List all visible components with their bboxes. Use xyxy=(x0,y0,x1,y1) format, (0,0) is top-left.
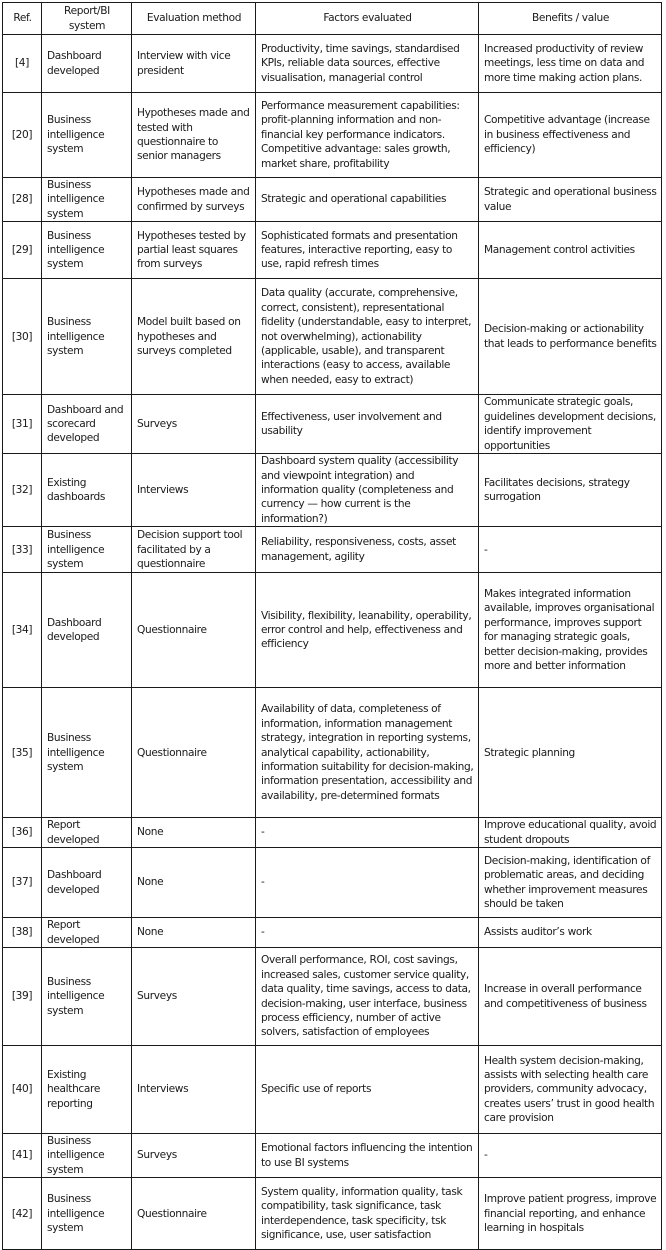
method-cell: Interviews xyxy=(132,1046,256,1134)
benefits-cell: Strategic and operational business value xyxy=(479,178,662,222)
table-row xyxy=(3,178,662,222)
system-cell: Existing healthcare reporting xyxy=(42,1046,132,1134)
method-cell: Surveys xyxy=(132,395,256,454)
table-row xyxy=(3,1134,662,1178)
ref-cell: [39] xyxy=(3,948,42,1046)
method-cell: Questionnaire xyxy=(132,573,256,688)
table-row xyxy=(3,848,662,918)
header-row xyxy=(3,3,662,35)
ref-cell: [42] xyxy=(3,1178,42,1250)
system-cell: Existing dashboards xyxy=(42,454,132,527)
factors-cell: Strategic and operational capabilities xyxy=(256,178,479,222)
factors-cell: - xyxy=(256,848,479,918)
table-row xyxy=(3,222,662,279)
table-row xyxy=(3,818,662,848)
method-cell: None xyxy=(132,918,256,948)
benefits-cell: Health system decision-making, assists with selecting health care providers, community advocacy, creates users’ trust in good health care provision xyxy=(479,1046,662,1134)
factors-cell: Effectiveness, user involvement and usability xyxy=(256,395,479,454)
system-cell: Report developed xyxy=(42,918,132,948)
benefits-cell: Competitive advantage (increase in business effectiveness and efficiency) xyxy=(479,93,662,178)
factors-cell: Emotional factors influencing the intention to use BI systems xyxy=(256,1134,479,1178)
benefits-cell: - xyxy=(479,527,662,573)
ref-cell: [33] xyxy=(3,527,42,573)
ref-cell: [41] xyxy=(3,1134,42,1178)
method-cell: Model built based on hypotheses and surveys completed xyxy=(132,279,256,395)
table-row xyxy=(3,279,662,395)
factors-cell: Data quality (accurate, comprehensive, correct, consistent), representational fidelity (understandable, easy to interpret, not overwhelming), actionability (applicable, usable), and transparent interactions (easy to access, available when needed, easy to extract) xyxy=(256,279,479,395)
table-row xyxy=(3,527,662,573)
system-cell: Business intelligence system xyxy=(42,688,132,818)
method-cell: Interview with vice president xyxy=(132,35,256,93)
header-method: Evaluation method xyxy=(132,3,256,35)
factors-cell: Productivity, time savings, standardised KPIs, reliable data sources, effective visualisation, managerial control xyxy=(256,35,479,93)
method-cell: Questionnaire xyxy=(132,688,256,818)
system-cell: Business intelligence system xyxy=(42,178,132,222)
header-system: Report/BI system xyxy=(42,3,132,35)
factors-cell: - xyxy=(256,818,479,848)
benefits-cell: Facilitates decisions, strategy surrogation xyxy=(479,454,662,527)
benefits-cell: Increase in overall performance and competitiveness of business xyxy=(479,948,662,1046)
method-cell: Decision support tool facilitated by a questionnaire xyxy=(132,527,256,573)
ref-cell: [4] xyxy=(3,35,42,93)
system-cell: Business intelligence system xyxy=(42,222,132,279)
method-cell: None xyxy=(132,818,256,848)
system-cell: Dashboard developed xyxy=(42,35,132,93)
header-benefits: Benefits / value xyxy=(479,3,662,35)
table-row xyxy=(3,454,662,527)
method-cell: Interviews xyxy=(132,454,256,527)
ref-cell: [32] xyxy=(3,454,42,527)
benefits-cell: Decision-making or actionability that leads to performance benefits xyxy=(479,279,662,395)
benefits-cell: Strategic planning xyxy=(479,688,662,818)
method-cell: Surveys xyxy=(132,948,256,1046)
table-row xyxy=(3,918,662,948)
method-cell: Questionnaire xyxy=(132,1178,256,1250)
system-cell: Business intelligence system xyxy=(42,948,132,1046)
factors-cell: System quality, information quality, task compatibility, task significance, task interdependence, task specificity, tsk significance, use, user satisfaction xyxy=(256,1178,479,1250)
factors-cell: Specific use of reports xyxy=(256,1046,479,1134)
table-row xyxy=(3,948,662,1046)
factors-cell: Reliability, responsiveness, costs, asset management, agility xyxy=(256,527,479,573)
table-row xyxy=(3,1178,662,1250)
system-cell: Business intelligence system xyxy=(42,93,132,178)
benefits-cell: Improve educational quality, avoid student dropouts xyxy=(479,818,662,848)
method-cell: Surveys xyxy=(132,1134,256,1178)
ref-cell: [34] xyxy=(3,573,42,688)
benefits-cell: Improve patient progress, improve financial reporting, and enhance learning in hospitals xyxy=(479,1178,662,1250)
system-cell: Report developed xyxy=(42,818,132,848)
header-ref: Ref. xyxy=(3,3,42,35)
ref-cell: [31] xyxy=(3,395,42,454)
system-cell: Business intelligence system xyxy=(42,279,132,395)
ref-cell: [30] xyxy=(3,279,42,395)
ref-cell: [37] xyxy=(3,848,42,918)
table-row xyxy=(3,35,662,93)
benefits-cell: Communicate strategic goals, guidelines development decisions, identify improvement opportunities xyxy=(479,395,662,454)
system-cell: Business intelligence system xyxy=(42,1178,132,1250)
factors-cell: Overall performance, ROI, cost savings, increased sales, customer service quality, data quality, time savings, access to data, decision-making, user interface, business process efficiency, number of active solvers, satisfaction of employees xyxy=(256,948,479,1046)
factors-cell: - xyxy=(256,918,479,948)
system-cell: Business intelligence system xyxy=(42,527,132,573)
method-cell: Hypotheses made and confirmed by surveys xyxy=(132,178,256,222)
factors-cell: Dashboard system quality (accessibility and viewpoint integration) and information quality (completeness and currency — how current is the information?) xyxy=(256,454,479,527)
system-cell: Dashboard developed xyxy=(42,573,132,688)
ref-cell: [20] xyxy=(3,93,42,178)
ref-cell: [35] xyxy=(3,688,42,818)
benefits-cell: Makes integrated information available, improves organisational performance, improves support for managing strategic goals, better decision-making, provides more and better information xyxy=(479,573,662,688)
table-row xyxy=(3,1046,662,1134)
method-cell: None xyxy=(132,848,256,918)
ref-cell: [38] xyxy=(3,918,42,948)
benefits-cell: Management control activities xyxy=(479,222,662,279)
header-factors: Factors evaluated xyxy=(256,3,479,35)
factors-cell: Availability of data, completeness of information, information management strategy, integration in reporting systems, analytical capability, actionability, information suitability for decision-making, information presentation, accessibility and availability, pre-determined formats xyxy=(256,688,479,818)
factors-cell: Sophisticated formats and presentation features, interactive reporting, easy to use, rapid refresh times xyxy=(256,222,479,279)
factors-cell: Performance measurement capabilities: profit-planning information and non-financial key performance indicators. Competitive advantage: sales growth, market share, profitability xyxy=(256,93,479,178)
table-row xyxy=(3,573,662,688)
table-row xyxy=(3,395,662,454)
ref-cell: [36] xyxy=(3,818,42,848)
evaluation-table xyxy=(2,2,662,1250)
system-cell: Dashboard and scorecard developed xyxy=(42,395,132,454)
benefits-cell: Decision-making, identification of problematic areas, and deciding whether improvement measures should be taken xyxy=(479,848,662,918)
benefits-cell: Increased productivity of review meetings, less time on data and more time making action plans. xyxy=(479,35,662,93)
method-cell: Hypotheses made and tested with questionnaire to senior managers xyxy=(132,93,256,178)
system-cell: Dashboard developed xyxy=(42,848,132,918)
ref-cell: [28] xyxy=(3,178,42,222)
method-cell: Hypotheses tested by partial least squares from surveys xyxy=(132,222,256,279)
table-row xyxy=(3,93,662,178)
ref-cell: [40] xyxy=(3,1046,42,1134)
benefits-cell: Assists auditor’s work xyxy=(479,918,662,948)
ref-cell: [29] xyxy=(3,222,42,279)
system-cell: Business intelligence system xyxy=(42,1134,132,1178)
table-row xyxy=(3,688,662,818)
benefits-cell: - xyxy=(479,1134,662,1178)
factors-cell: Visibility, flexibility, leanability, operability, error control and help, effectiveness and efficiency xyxy=(256,573,479,688)
